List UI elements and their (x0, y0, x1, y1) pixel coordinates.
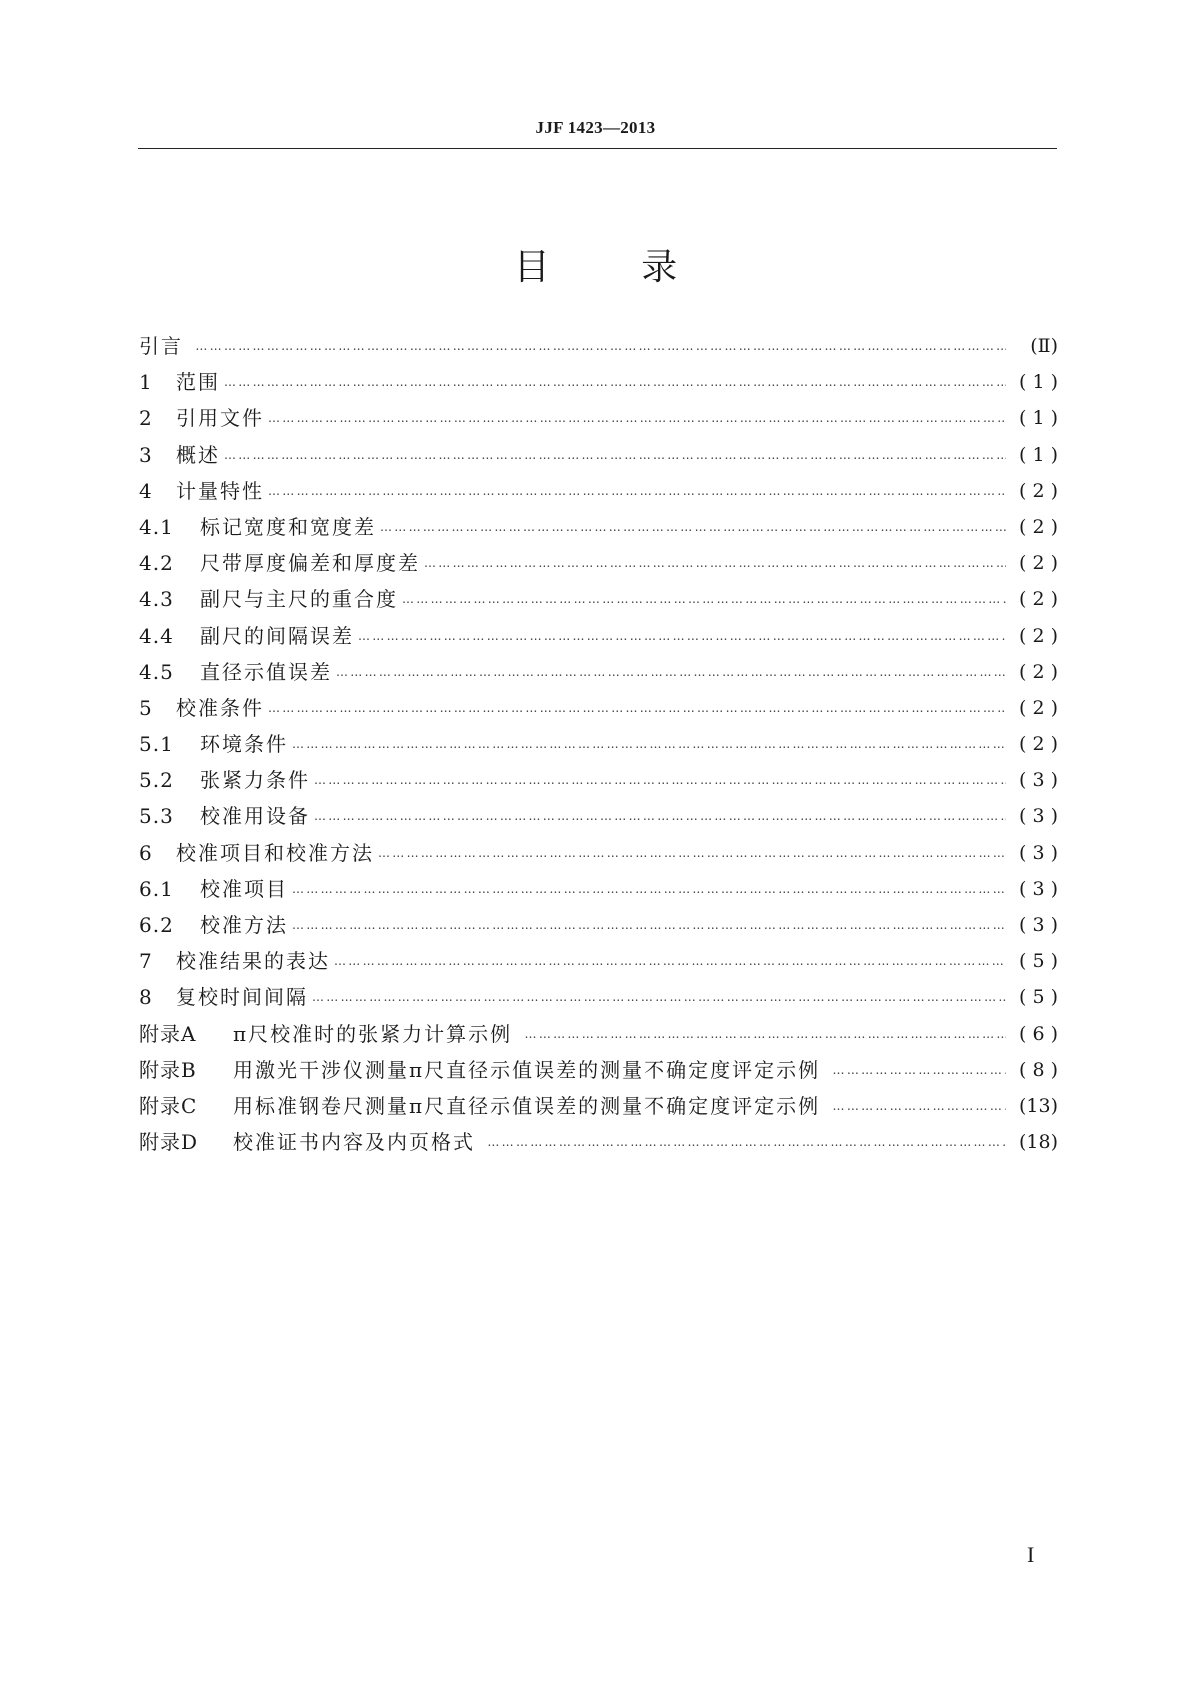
toc-leader-dots (314, 762, 1006, 798)
toc-entry[interactable] (139, 1016, 1058, 1052)
toc-entry[interactable] (139, 1124, 1058, 1160)
toc-entry-number: 6.1 (139, 876, 174, 901)
toc-entry[interactable] (139, 581, 1058, 617)
toc-leader-dots (402, 581, 1006, 617)
toc-entry-number: 4.5 (139, 659, 174, 684)
toc-leader-dots (312, 979, 1006, 1015)
toc-entry-number: 5 (139, 695, 153, 720)
toc-leader-dots (292, 726, 1006, 762)
toc-entry-page: ( 1 ) (1019, 407, 1058, 430)
toc-entry-page: ( 3 ) (1019, 841, 1058, 864)
toc-leader-dots (292, 907, 1006, 943)
toc-entry-label: 校准方法 (200, 913, 288, 937)
toc-entry[interactable] (139, 364, 1058, 400)
toc-entry[interactable] (139, 979, 1058, 1015)
toc-leader-dots (380, 509, 1006, 545)
toc-entry[interactable] (139, 437, 1058, 473)
header-divider (138, 148, 1057, 149)
toc-entry-label: 副尺的间隔误差 (200, 623, 354, 648)
toc-leader-dots (334, 943, 1006, 979)
toc-entry-label: 范围 (176, 370, 220, 395)
toc-entry-page: ( 3 ) (1019, 877, 1058, 900)
toc-entry[interactable] (139, 400, 1058, 436)
toc-entry-label: 校准项目和校准方法 (176, 840, 374, 865)
toc-entry-number: 8 (139, 985, 153, 1010)
toc-entry-label: 直径示值误差 (200, 659, 332, 684)
toc-entry-label: 校准项目 (200, 876, 288, 901)
toc-entry-number: 5.2 (139, 768, 174, 793)
toc-entry-number: 附录D (139, 1130, 199, 1155)
toc-entry[interactable] (139, 545, 1058, 581)
toc-leader-dots (378, 835, 1006, 871)
toc-entry-page: ( 5 ) (1019, 950, 1058, 973)
toc-leader-dots (833, 1088, 1006, 1124)
toc-leader-dots (833, 1052, 1006, 1088)
standard-code-header: JJF 1423—2013 (535, 118, 656, 137)
toc-entry[interactable] (139, 328, 1058, 364)
toc-leader-dots (487, 1124, 1006, 1160)
toc-entry-number: 5.1 (139, 732, 174, 757)
toc-entry-label: 引言 (139, 334, 192, 358)
toc-entry[interactable] (139, 509, 1058, 545)
toc-leader-dots (268, 400, 1006, 436)
toc-entry-page: ( 3 ) (1019, 914, 1058, 936)
toc-entry-number: 6.2 (139, 913, 174, 937)
toc-entry-number: 3 (139, 442, 153, 467)
toc-leader-dots (314, 798, 1006, 834)
toc-entry-label: 环境条件 (200, 732, 288, 757)
toc-entry[interactable] (139, 871, 1058, 907)
toc-entry-label: 复校时间间隔 (176, 985, 308, 1010)
toc-entry-number: 4.4 (139, 623, 174, 648)
toc-entry[interactable] (139, 690, 1058, 726)
toc-leader-dots (525, 1016, 1006, 1052)
toc-entry[interactable] (139, 618, 1058, 654)
toc-entry-page: (13) (1018, 1094, 1058, 1117)
toc-entry-number: 7 (139, 949, 153, 974)
toc-entry-page: ( 6 ) (1019, 1022, 1058, 1045)
toc-entry-page: ( 2 ) (1019, 660, 1058, 683)
toc-entry-number: 6 (139, 840, 153, 865)
toc-leader-dots (224, 364, 1006, 400)
toc-entry-number: 4.2 (139, 551, 174, 576)
page-number: I (1027, 1542, 1035, 1567)
toc-entry-number: 4.1 (139, 514, 174, 539)
toc-entry-page: ( 2 ) (1019, 552, 1058, 575)
toc-entry-page: ( 2 ) (1019, 588, 1058, 611)
toc-entry-page: ( 5 ) (1019, 986, 1058, 1009)
toc-entry[interactable] (139, 943, 1058, 979)
toc-entry-label: 计量特性 (176, 478, 264, 503)
toc-leader-dots (268, 473, 1006, 509)
toc-entry-number: 4 (139, 478, 153, 503)
toc-entry-page: ( 3 ) (1019, 805, 1058, 828)
toc-entry-page: ( 2 ) (1019, 515, 1058, 538)
toc-entry-label: 用标准钢卷尺测量π尺直径示值误差的测量不确定度评定示例 (233, 1093, 829, 1118)
toc-leader-dots (336, 654, 1006, 690)
toc-entry-label: 引用文件 (176, 406, 264, 431)
toc-entry-page: (Ⅱ) (1030, 335, 1058, 357)
toc-entry-page: ( 2 ) (1019, 696, 1058, 719)
toc-entry[interactable] (139, 726, 1058, 762)
toc-entry-label: π尺校准时的张紧力计算示例 (233, 1021, 521, 1046)
toc-entry-label: 校准用设备 (200, 804, 310, 829)
toc-leader-dots (268, 690, 1006, 726)
toc-entry[interactable] (139, 473, 1058, 509)
toc-entry-label: 用激光干涉仪测量π尺直径示值误差的测量不确定度评定示例 (233, 1057, 829, 1082)
toc-entry-label: 校准条件 (176, 695, 264, 720)
toc-entry[interactable] (139, 907, 1058, 943)
toc-entry-number: 附录B (139, 1057, 197, 1082)
toc-leader-dots (424, 545, 1006, 581)
toc-entry-page: ( 2 ) (1019, 624, 1058, 647)
toc-entry-number: 2 (139, 406, 153, 431)
toc-leader-dots (224, 437, 1006, 473)
toc-leader-dots (292, 871, 1006, 907)
toc-entry[interactable] (139, 1052, 1058, 1088)
toc-entry-label: 校准结果的表达 (176, 949, 330, 974)
toc-entry-number: 5.3 (139, 804, 174, 829)
toc-entry[interactable] (139, 1088, 1058, 1124)
toc-entry-label: 校准证书内容及内页格式 (233, 1130, 484, 1155)
toc-entry-page: (18) (1018, 1131, 1058, 1154)
toc-entry-label: 张紧力条件 (200, 768, 310, 793)
toc-entry-page: ( 1 ) (1019, 443, 1058, 466)
toc-entry-label: 概述 (176, 442, 220, 467)
toc-entry-page: ( 2 ) (1019, 733, 1058, 756)
toc-entry[interactable] (139, 798, 1058, 834)
toc-leader-dots (195, 328, 1006, 364)
toc-leader-dots (358, 618, 1006, 654)
toc-entry[interactable] (139, 835, 1058, 871)
toc-entry-label: 副尺与主尺的重合度 (200, 587, 398, 612)
toc-entry-number: 4.3 (139, 587, 174, 612)
toc-entry-label: 尺带厚度偏差和厚度差 (200, 551, 420, 576)
toc-entry-number: 1 (139, 370, 153, 395)
table-of-contents (139, 328, 1058, 1160)
toc-entry-page: ( 1 ) (1019, 371, 1058, 394)
toc-entry-label: 标记宽度和宽度差 (200, 514, 376, 539)
page-title: 目 录 (513, 247, 678, 288)
toc-entry-page: ( 8 ) (1019, 1058, 1058, 1081)
toc-entry[interactable] (139, 762, 1058, 798)
toc-entry-page: ( 2 ) (1019, 479, 1058, 502)
toc-entry[interactable] (139, 654, 1058, 690)
toc-entry-page: ( 3 ) (1019, 769, 1058, 792)
toc-entry-number: 附录A (139, 1021, 197, 1046)
toc-entry-number: 附录C (139, 1093, 198, 1118)
